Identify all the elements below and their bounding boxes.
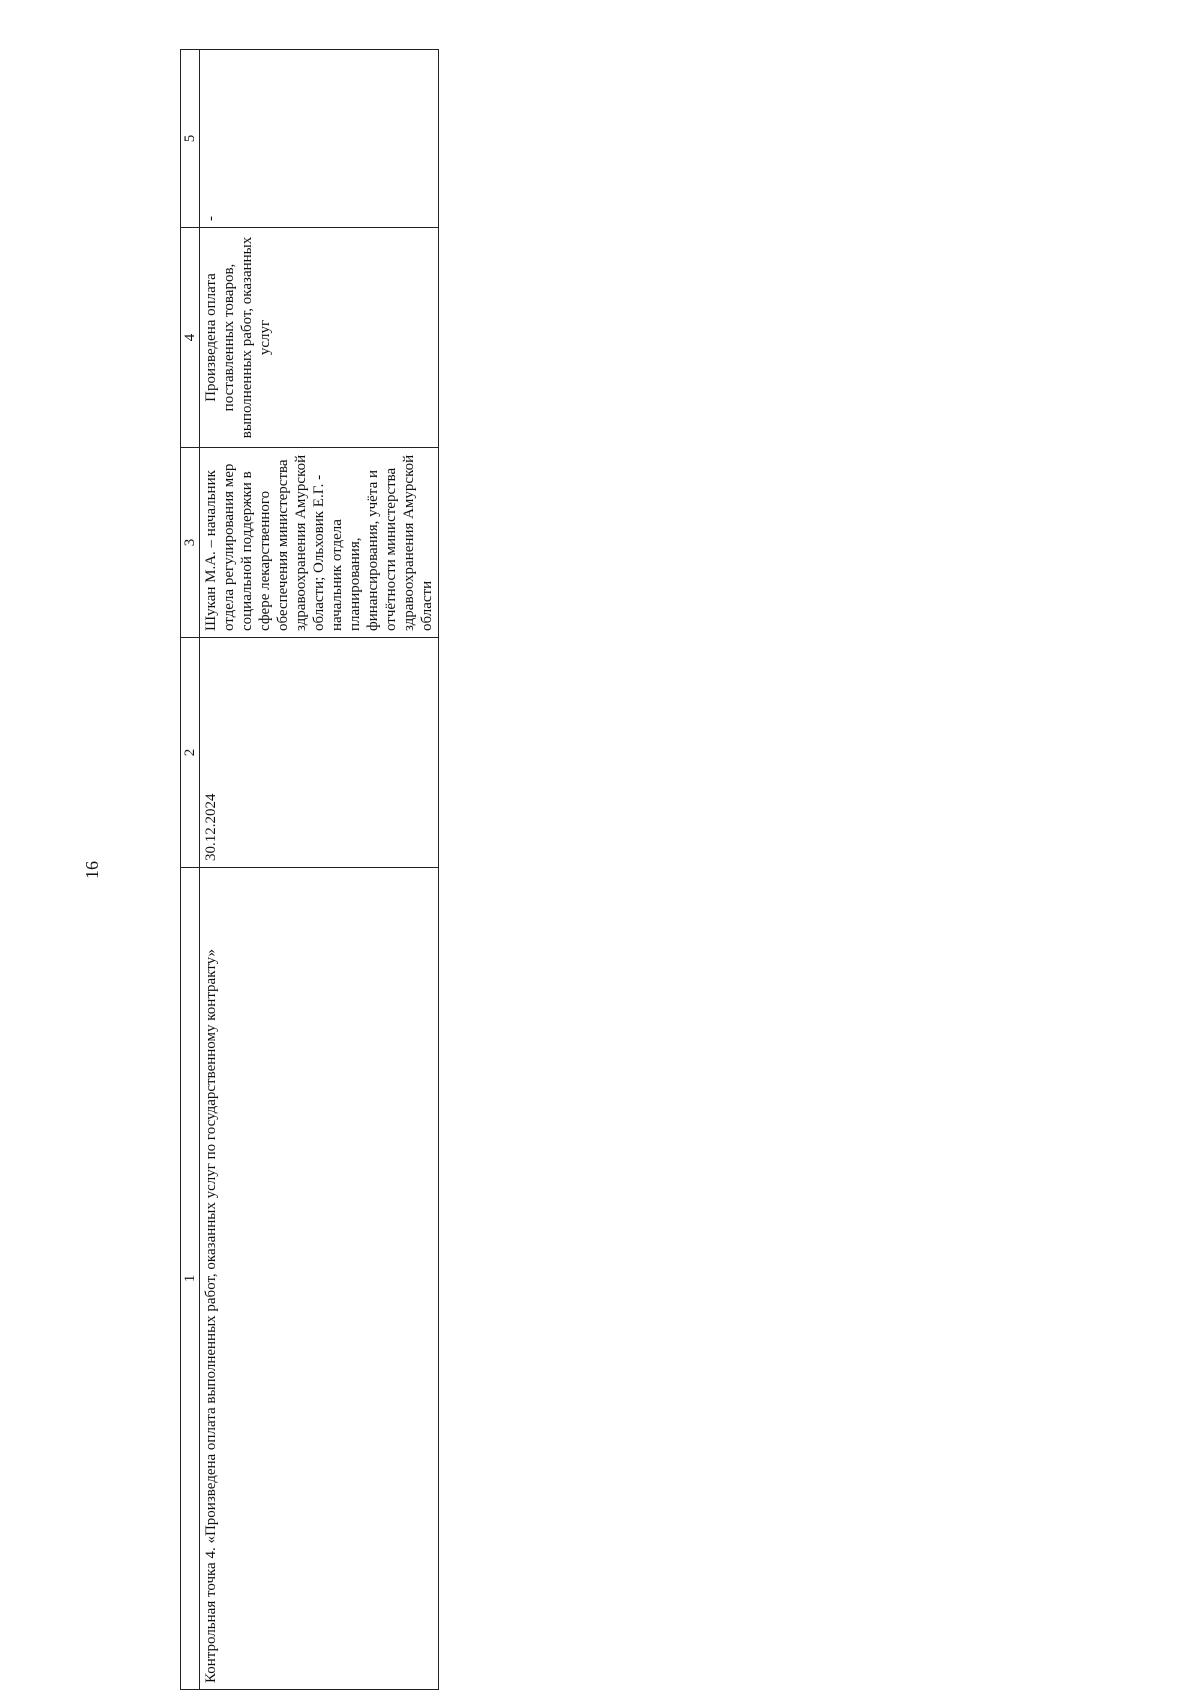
deadline-date: 30.12.2024 xyxy=(200,638,439,868)
column-header-2: 2 xyxy=(181,638,200,868)
page-number: 16 xyxy=(81,861,102,879)
column-header-4: 4 xyxy=(181,228,200,448)
note-cell: - xyxy=(200,50,439,228)
column-header-1: 1 xyxy=(181,868,200,1690)
column-header-5: 5 xyxy=(181,50,200,228)
table-rotator xyxy=(180,50,435,1690)
table-header-row xyxy=(181,50,200,1690)
responsible-persons: Шукан М.А. – начальник отдела регулирования мер социальной поддержки в сфере лекарственного обеспечения министерства здравоохранения Амурской области; Ольховик Е.Г. - начальник отдела планирования, финансирования, учёта и отчётности министерства здравоохранения Амурской области xyxy=(200,448,439,638)
expected-result xyxy=(200,228,439,448)
expected-result-text: Произведена оплата поставленных товаров, выполненных работ, оказанных услуг xyxy=(203,236,273,439)
control-points-table xyxy=(180,49,439,1690)
table-row xyxy=(200,50,439,1690)
column-header-3: 3 xyxy=(181,448,200,638)
control-point-name: Контрольная точка 4. «Произведена оплата выполненных работ, оказанных услуг по государственному контракту» xyxy=(200,868,439,1690)
